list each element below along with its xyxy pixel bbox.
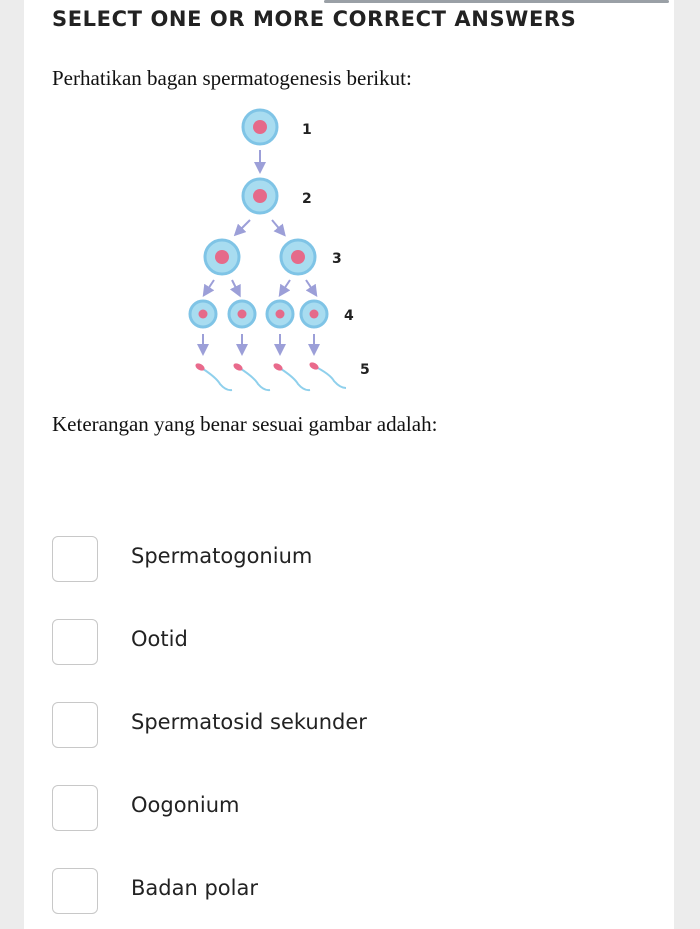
sperm-cell-3 — [272, 362, 310, 390]
option-oogonium[interactable] — [52, 785, 572, 839]
spermatid-cell-4 — [301, 301, 327, 327]
primary-spermatocyte-cell — [243, 179, 277, 213]
spermatid-cell-3 — [267, 301, 293, 327]
arrow-3b — [232, 280, 238, 292]
arrow-2b — [272, 220, 282, 232]
sperm-cell-2 — [232, 362, 270, 390]
secondary-spermatocyte-cell-left — [205, 240, 239, 274]
option-spermatosid-sekunder[interactable] — [52, 702, 572, 756]
option-checkbox-3[interactable] — [52, 702, 98, 748]
option-checkbox-2[interactable] — [52, 619, 98, 665]
stage-label-3: 3 — [332, 251, 342, 267]
option-label-4: Oogonium — [131, 793, 240, 817]
arrow-2a — [238, 220, 250, 232]
spermatid-cell-1 — [190, 301, 216, 327]
question-text: Perhatikan bagan spermatogenesis berikut: — [52, 66, 412, 90]
sperm-cell-1 — [194, 362, 232, 390]
spermatid-cell-2 — [229, 301, 255, 327]
top-divider — [324, 0, 669, 3]
sperm-cell-4 — [308, 361, 346, 388]
spermatogenesis-diagram — [154, 102, 394, 402]
spermatogonium-cell — [243, 110, 277, 144]
arrow-3a — [206, 280, 214, 292]
option-ootid[interactable] — [52, 619, 572, 673]
stage-label-1: 1 — [302, 122, 312, 138]
option-label-3: Spermatosid sekunder — [131, 710, 367, 734]
option-badan-polar[interactable] — [52, 868, 572, 922]
question-card — [24, 0, 674, 929]
stage-label-5: 5 — [360, 362, 370, 378]
option-checkbox-5[interactable] — [52, 868, 98, 914]
question-type-heading: SELECT ONE OR MORE CORRECT ANSWERS — [52, 7, 577, 31]
option-label-5: Badan polar — [131, 876, 258, 900]
option-label-1: Spermatogonium — [131, 544, 313, 568]
secondary-spermatocyte-cell-right — [281, 240, 315, 274]
stage-label-2: 2 — [302, 191, 312, 207]
arrow-3d — [306, 280, 314, 292]
option-checkbox-1[interactable] — [52, 536, 98, 582]
stage-label-4: 4 — [344, 308, 354, 324]
option-spermatogonium[interactable] — [52, 536, 572, 590]
arrow-3c — [282, 280, 290, 292]
sub-question-text: Keterangan yang benar sesuai gambar adalah: — [52, 412, 438, 436]
option-checkbox-4[interactable] — [52, 785, 98, 831]
option-label-2: Ootid — [131, 627, 188, 651]
